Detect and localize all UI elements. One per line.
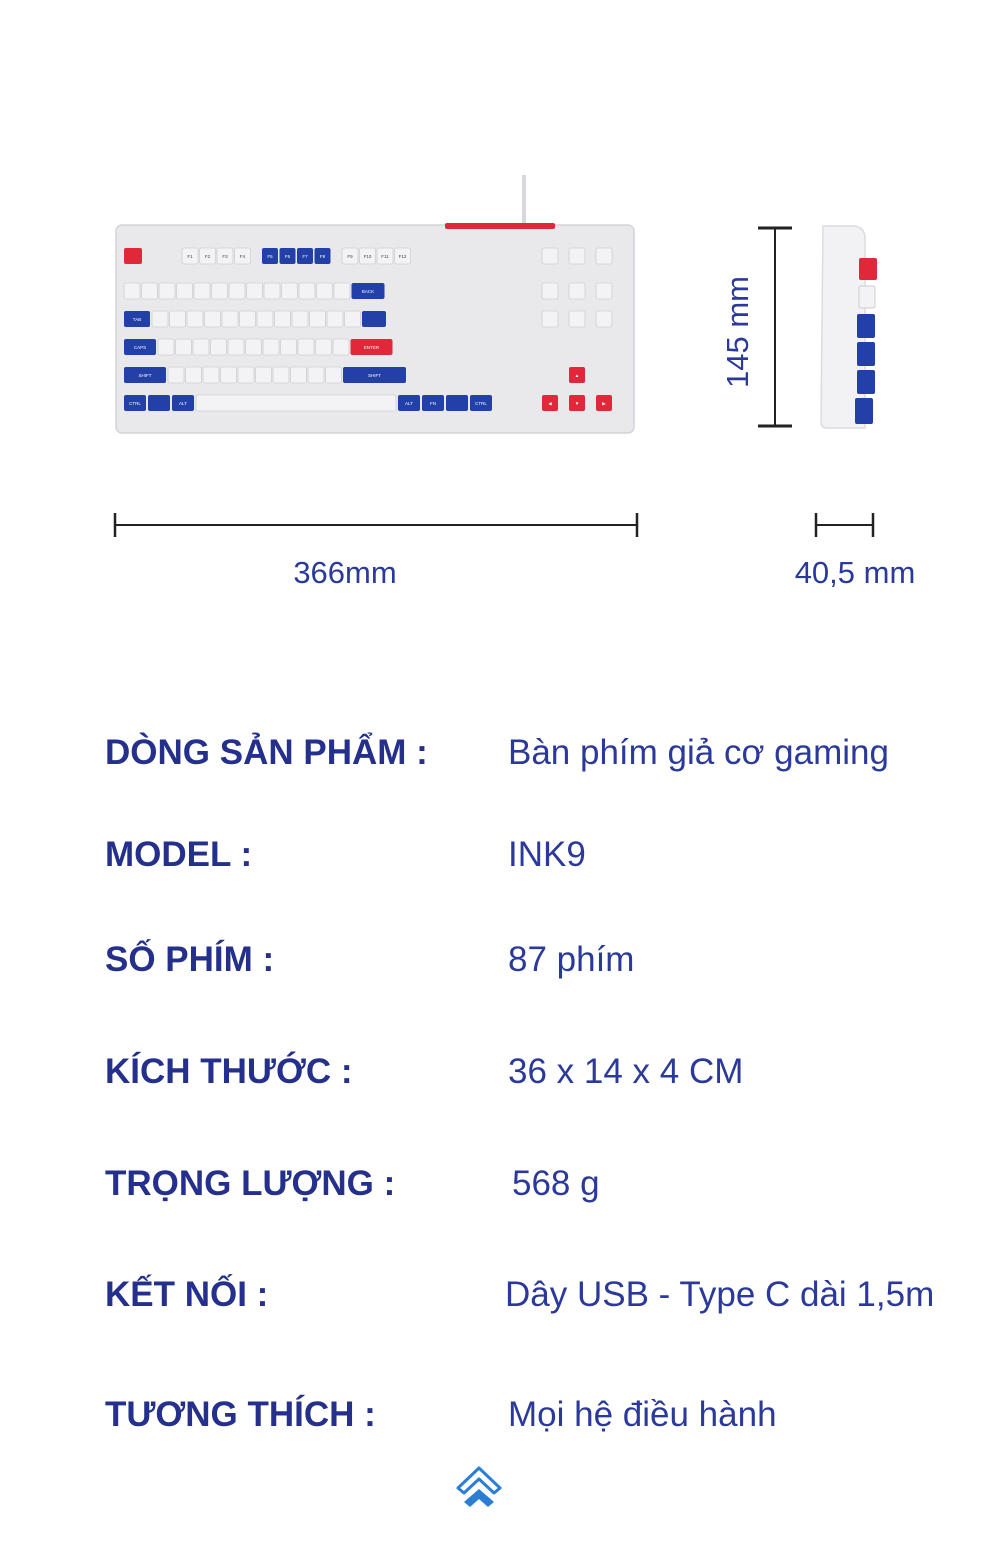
- key-legend: ▶: [602, 401, 606, 406]
- key: [240, 311, 256, 327]
- key-legend: F2: [204, 254, 211, 259]
- key: [228, 339, 244, 355]
- key-legend: F7: [302, 254, 308, 259]
- key: [203, 367, 219, 383]
- key: [229, 283, 245, 299]
- key: [168, 367, 184, 383]
- key-legend: F5: [267, 254, 273, 259]
- key-legend: CAPS: [133, 345, 147, 350]
- key: [264, 283, 280, 299]
- keyboard-image: [110, 170, 640, 440]
- spec-label: DÒNG SẢN PHẨM :: [105, 733, 428, 772]
- key: [316, 339, 332, 355]
- key-legend: ◀: [548, 401, 552, 406]
- key-legend: F8: [319, 254, 326, 259]
- key: [569, 311, 585, 327]
- width-dimension-line: [110, 510, 645, 540]
- key-legend: TAB: [132, 317, 142, 322]
- key: [159, 283, 175, 299]
- key: [246, 339, 262, 355]
- key: [205, 311, 221, 327]
- key-legend: SHIFT: [368, 373, 381, 378]
- spec-value: INK9: [508, 835, 586, 874]
- key-menu: [446, 395, 468, 411]
- key: [158, 339, 174, 355]
- height-label: 145 mm: [720, 276, 755, 388]
- key: [222, 311, 238, 327]
- spec-row-key-count: [105, 940, 985, 990]
- spec-row-size: [105, 1052, 985, 1102]
- key-backslash: [362, 311, 386, 327]
- spec-label: KẾT NỐI :: [105, 1275, 269, 1314]
- key: [256, 367, 272, 383]
- key: [281, 339, 297, 355]
- spec-row-model: [105, 835, 985, 885]
- keyboard-side-view: [815, 222, 890, 437]
- key: [333, 339, 349, 355]
- key-legend: F12: [398, 254, 407, 259]
- key: [273, 367, 289, 383]
- key-legend: ▲: [574, 373, 580, 378]
- key: [282, 283, 298, 299]
- spec-label: KÍCH THƯỚC :: [105, 1052, 353, 1091]
- key: [187, 311, 203, 327]
- key-legend: F9: [347, 254, 353, 259]
- spec-label: TƯƠNG THÍCH :: [105, 1395, 376, 1434]
- key-legend: F3: [222, 254, 228, 259]
- key-esc: [124, 248, 142, 264]
- key: [299, 283, 315, 299]
- key: [596, 283, 612, 299]
- key-legend: SHIFT: [138, 373, 152, 378]
- key: [334, 283, 350, 299]
- key: [247, 283, 263, 299]
- key: [177, 283, 193, 299]
- depth-dimension-line: [810, 510, 880, 540]
- key-legend: CTRL: [129, 401, 141, 406]
- key-legend: F11: [381, 254, 389, 259]
- key-legend: ALT: [405, 401, 413, 406]
- key-legend: F1: [187, 254, 193, 259]
- key: [275, 311, 291, 327]
- key-win: [148, 395, 170, 411]
- key: [542, 248, 558, 264]
- key: [292, 311, 308, 327]
- key-legend: F4: [239, 254, 246, 259]
- key: [308, 367, 324, 383]
- key: [596, 311, 612, 327]
- spec-value: Mọi hệ điều hành: [508, 1395, 777, 1434]
- spec-label: TRỌNG LƯỢNG :: [105, 1164, 396, 1203]
- key-space: [196, 395, 396, 411]
- key-legend: ▼: [574, 401, 580, 406]
- key-legend: ENTER: [363, 345, 380, 350]
- key: [569, 248, 585, 264]
- chevron-up-icon[interactable]: [454, 1462, 504, 1512]
- depth-label: 40,5 mm: [794, 555, 916, 590]
- spec-row-weight: [105, 1164, 985, 1214]
- spec-value: Bàn phím giả cơ gaming: [508, 733, 889, 772]
- spec-value: Dây USB - Type C dài 1,5m: [505, 1275, 935, 1314]
- key: [238, 367, 254, 383]
- key: [170, 311, 186, 327]
- key: [176, 339, 192, 355]
- key: [542, 311, 558, 327]
- spec-row-connection: [105, 1275, 985, 1325]
- key: [193, 339, 209, 355]
- key: [124, 283, 140, 299]
- key: [310, 311, 326, 327]
- key: [142, 283, 158, 299]
- keyboard-top-view: [110, 170, 640, 440]
- spec-row-compatibility: [105, 1395, 985, 1445]
- key: [291, 367, 307, 383]
- key: [317, 283, 333, 299]
- key: [569, 283, 585, 299]
- key-legend: F10: [363, 254, 372, 259]
- width-label: 366mm: [293, 555, 397, 590]
- key: [345, 311, 361, 327]
- key: [186, 367, 202, 383]
- key-legend: BACK: [361, 289, 375, 294]
- spec-label: SỐ PHÍM :: [105, 940, 275, 979]
- key-legend: ALT: [179, 401, 187, 406]
- key: [298, 339, 314, 355]
- key-legend: F6: [284, 254, 291, 259]
- key: [327, 311, 343, 327]
- key: [152, 311, 168, 327]
- spec-value: 87 phím: [508, 940, 635, 979]
- key: [263, 339, 279, 355]
- spec-label: MODEL :: [105, 835, 253, 874]
- key: [212, 283, 228, 299]
- key: [326, 367, 342, 383]
- key: [194, 283, 210, 299]
- key-legend: CTRL: [475, 401, 487, 406]
- keyboard-accent-strip: [445, 223, 555, 229]
- key: [257, 311, 273, 327]
- key-legend: FN: [430, 401, 436, 406]
- key: [211, 339, 227, 355]
- spec-row-product-line: [105, 733, 985, 783]
- key: [596, 248, 612, 264]
- spec-value: 36 x 14 x 4 CM: [508, 1052, 744, 1091]
- key: [542, 283, 558, 299]
- spec-value: 568 g: [512, 1164, 600, 1203]
- key: [221, 367, 237, 383]
